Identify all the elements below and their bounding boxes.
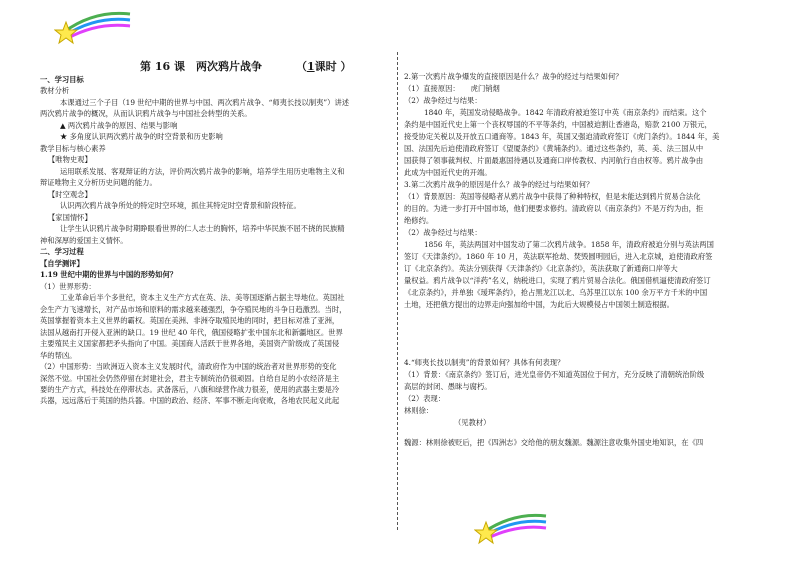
right-text-line: 林则徐： [404,406,434,415]
left-text-line: （2）中国形势：当欧洲迈入资本主义发展时代，清政府作为中国的统治者对世界形势的变化 [40,362,337,371]
right-text-line: （1）直接原因： 虎门销烟 [404,84,500,93]
right-text-line: 魏源：林则徐被贬后，把《四洲志》交给他的朋友魏源。魏源注意收集外国史地知识，在《四 [404,438,704,447]
left-text-line: 工业革命后半个多世纪，资本主义生产方式在英、法、美等国逐渐占据主导地位。英国社 [60,293,345,302]
left-text-line: 深然不觉。中国社会仍然停留在封建社会，君主专制统治仍很顽固。自给自足的小农经济是主 [40,374,340,383]
left-text-line: 【时空观念】 [48,190,92,199]
right-text-line: 国获得了领事裁判权、片面最惠国待遇以及通商口岸传教权、内河航行自由权等。鸦片战争由 [404,156,704,165]
lesson-title: 第 16 课 两次鸦片战争 [140,60,262,73]
right-text-line: 此成为中国近代史的开端。 [404,168,492,177]
left-text-line: 主要殖民主义国家都把矛头指向了中国。美国商人活跃于世界各地，美国资产阶级成了英国侵 [40,339,340,348]
left-text-line: 要的生产方式，科技处在停滞状态。武备落后，八旗和绿营作战力很差，使用的武器主要是冷 [40,385,340,394]
shooting-star-icon [474,510,548,548]
right-text-line: 2.第一次鸦片战争爆发的直接原因是什么？战争的经过与结果如何？ [404,72,623,81]
right-text-line: 订《北京条约》。英法分别获得《天津条约》《北京条约》，英法获取了新通商口岸等大 [404,264,678,273]
left-text-line: 运用联系发展、客观辩证的方法，评价两次鸦片战争的影响，培养学生用历史唯物主义和 [60,167,345,176]
left-text-line: 教学目标与核心素养 [40,144,106,153]
right-text-line: （1）背景：《南京条约》签订后，进光皇帝仍不知道英国位于何方，充分反映了清朝统治阶级 [404,370,705,379]
left-text-line: 本课通过三个子目（19 世纪中期的世界与中国、两次鸦片战争、“师夷长技以制夷”）讲述 [60,98,350,107]
hours-open: （ [295,60,307,73]
left-text-line: 【家国情怀】 [48,213,92,222]
right-text-line: 接受协定关税以及开放五口通商等。1843 年，英国又强迫清政府签订《虎门条约》。1844 年，美 [404,132,720,141]
left-text-line: 一、学习目标 [40,75,84,84]
right-text-line: （见教材） [454,418,491,427]
right-text-line: 3.第二次鸦片战争的原因是什么？战争的经过与结果如何？ [404,180,594,189]
left-text-line: 法国从越南打开侵入亚洲的缺口。19 世纪 40 年代，俄国侵略扩张中国东北和新疆地区。世界 [40,328,343,337]
right-text-line: 1840 年，英国发动侵略战争。1842 年清政府被迫签订中英《南京条约》而结束。这个 [424,108,707,117]
left-text-line: 二、学习过程 [40,247,84,256]
left-text-line: 兵器，远远落后于英国的热兵器。中国的政治、经济、军事不断走向衰败，各地农民起义此起 [40,396,340,405]
right-text-line: 土地，还把俄方提出的边界走向强加给中国，为此后大规模侵占中国领土制造根据。 [404,300,674,309]
left-text-line: 教材分析 [40,86,70,95]
left-text-line: （1）世界形势： [40,282,96,291]
right-text-line: 绝修约。 [404,216,434,225]
left-text-line: 神和深厚的爱国主义情怀。 [40,236,128,245]
right-text-line: （2）战争经过与结果： [404,228,482,237]
right-text-line: （2）表现： [404,394,446,403]
left-text-line: 认识两次鸦片战争所处的特定时空环境，抓住其特定时空背景和阶段特征。 [60,201,301,210]
right-text-line: （1）背景原因：英国等侵略者从鸦片战争中获得了种种特权，但是未能达到鸦片贸易合法化 [404,192,701,201]
right-text-line: 4.“师夷长技以制夷”的背景如何？具体有何表现？ [404,358,565,367]
right-text-line: （2）战争经过与结果： [404,96,482,105]
right-text-line: 1856 年，英法两国对中国发动了第二次鸦片战争。1858 年，清政府被迫分别与英法两国 [424,240,714,249]
right-text-line: 国、法国先后迫使清政府签订《望厦条约》《黄埔条约》。通过这些条约，英、美、法三国从中 [404,144,704,153]
right-text-line: 的目的。为进一步打开中国市场，他们便要求修约。清政府以《南京条约》不是万约为由，拒 [404,204,704,213]
right-text-line: 条约是中国近代史上第一个丧权辱国的不平等条约，中国被迫割让香港岛，赔款 2100 万银元， [404,120,712,129]
left-text-line: 英国掌握着资本主义世界的霸权。英国在美洲、非洲夺取殖民地的同时，把目标对准了亚洲， [40,316,340,325]
left-text-line: ★ 多角度认识两次鸦片战争的时空背景和历史影响 [60,132,223,141]
left-text-line: 两次鸦片战争的概况，从而认识鸦片战争与中国社会转型的关系。 [40,109,252,118]
left-text-line: ▲ 两次鸦片战争的原因、结果与影响 [60,121,178,130]
left-text-line: 1.19 世纪中期的世界与中国的形势如何？ [40,270,178,279]
page-title [140,58,351,74]
left-text-line: 辩证唯物主义分析历史问题的能力。 [40,178,157,187]
left-text-line: 【唯物史观】 [48,155,92,164]
hours-close: 课时 ） [314,60,352,73]
column-divider [397,52,398,530]
right-text-line: 《北京条约》，并单独《瑷珲条约》，抢占黑龙江以北、乌苏里江以东 100 余万平方千米的中国 [404,288,708,297]
left-text-line: 【自学测评】 [40,259,84,268]
left-text-line: 让学生认识鸦片战争时期睁眼看世界的仁人志士的胸怀，培养中华民族不屈不挠的民族精 [60,224,345,233]
right-text-line: 量权益。鸦片战争以“洋药”名义，纳税进口，实现了鸦片贸易合法化。俄国借机逼使清政府签订 [404,276,711,285]
right-text-line: 高层的封闭、愚昧与腐朽。 [404,382,492,391]
right-text-line: 签订《天津条约》。1860 年 10 月，英法联军抢劫、焚毁圆明园后，进入北京城，迫使清政府签 [404,252,713,261]
shooting-star-icon [54,8,132,48]
hours-number: 1 [306,60,315,73]
left-text-line: 会生产力飞速增长，对产品市场和原料的需求越来越强烈，争夺殖民地的斗争日趋激烈。当时， [40,305,347,314]
left-text-line: 华的帮凶。 [40,351,77,360]
